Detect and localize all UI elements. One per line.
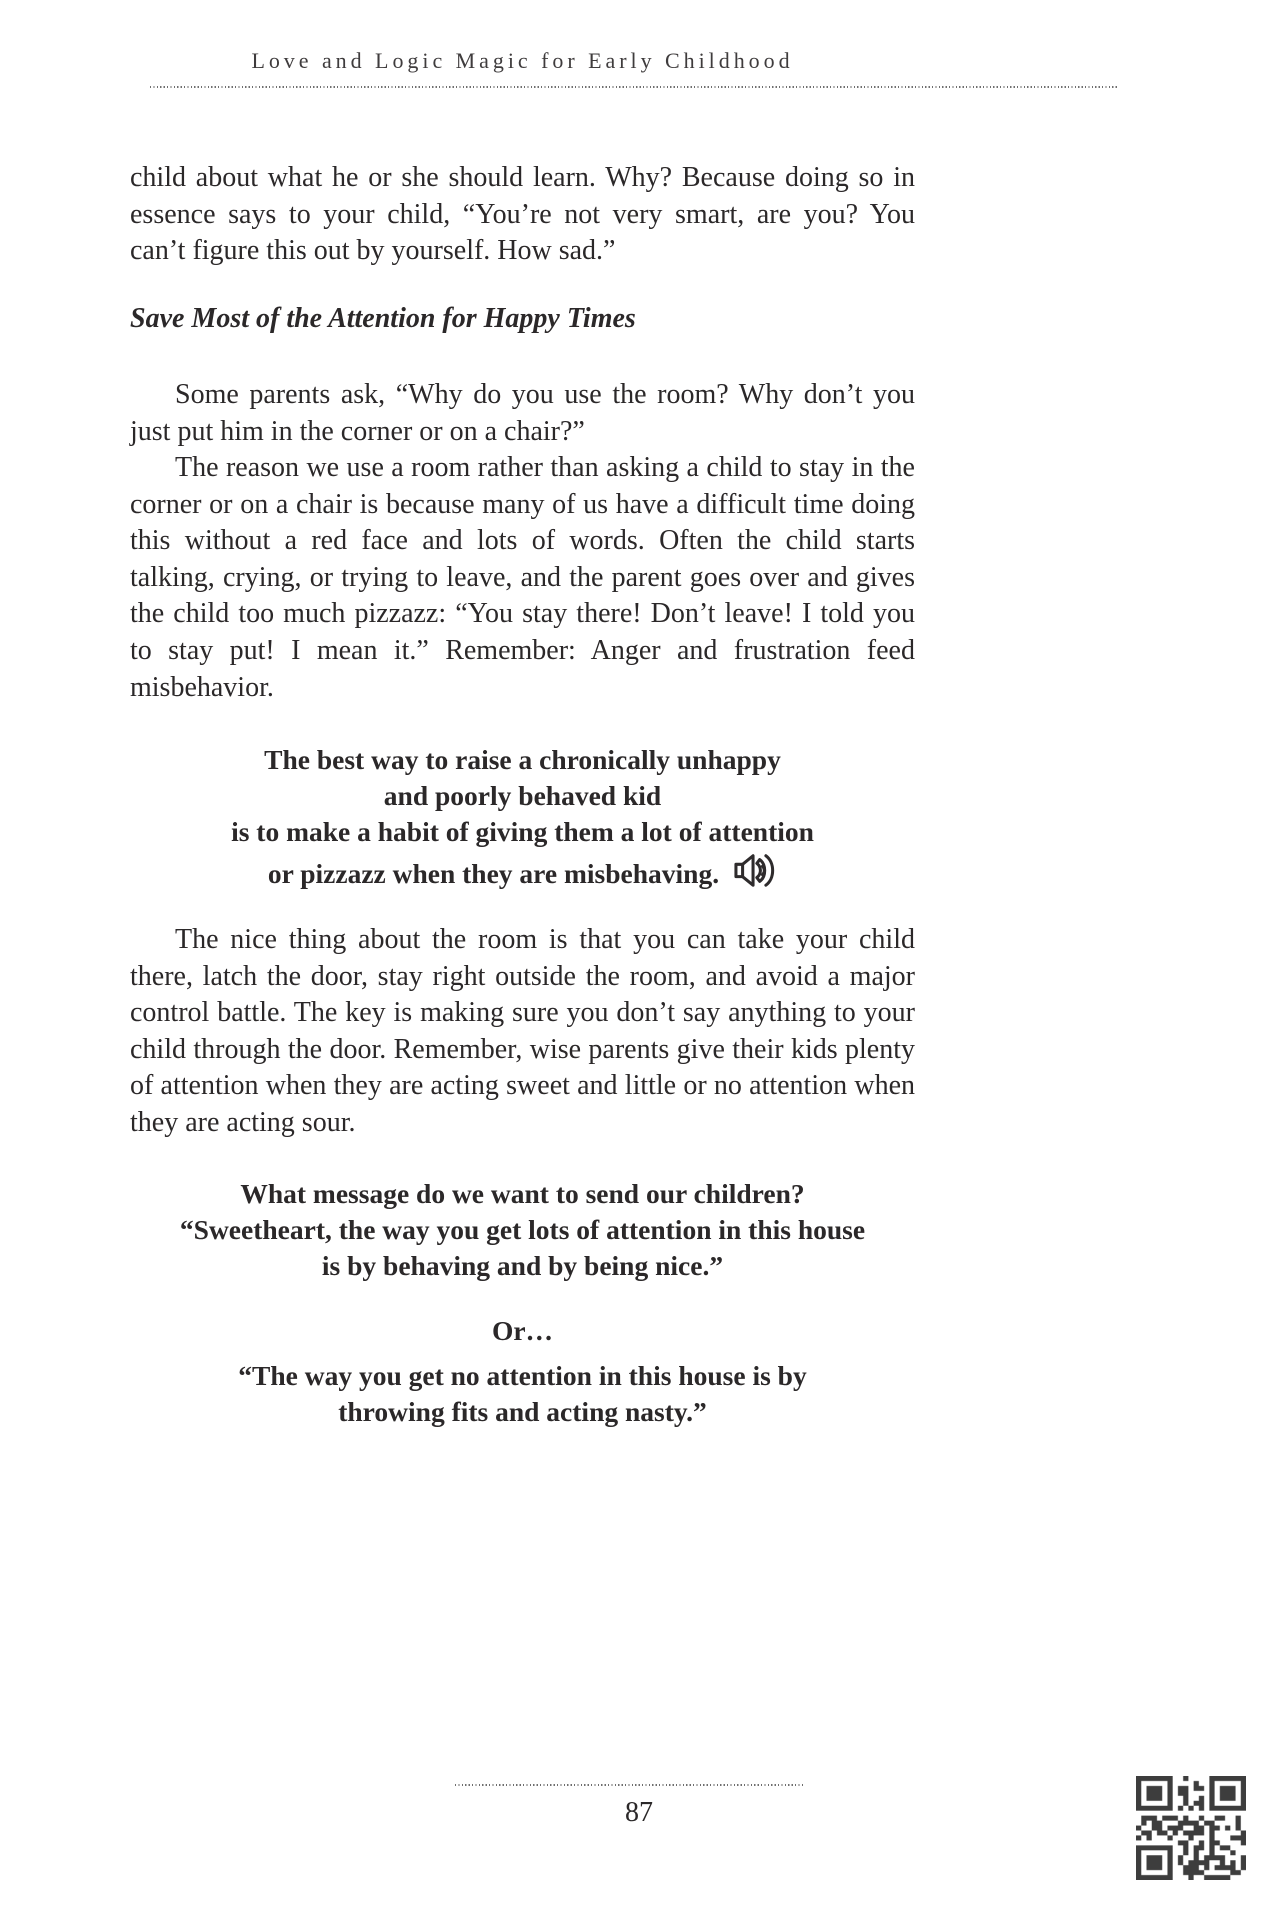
- qr-code: [1136, 1776, 1246, 1880]
- pull-quote: [130, 1176, 915, 1285]
- pull-quote-line: The best way to raise a chronically unhappy: [264, 744, 781, 775]
- running-header-title: Love and Logic Magic for Early Childhood: [251, 48, 794, 73]
- pull-quote: [130, 1358, 915, 1430]
- or-separator: Or…: [491, 1315, 554, 1346]
- pull-quote-line-text: or pizzazz when they are misbehaving.: [267, 857, 720, 889]
- pull-quote-line: “Sweetheart, the way you get lots of attention in this house: [179, 1214, 866, 1246]
- speaker-audio-icon[interactable]: [731, 851, 777, 898]
- pull-quote: [130, 742, 915, 898]
- pull-quote-line: is by behaving and by being nice.”: [321, 1250, 724, 1282]
- footer-divider: [455, 1784, 803, 1786]
- pull-quote-line: is to make a habit of giving them a lot of attention: [231, 816, 814, 848]
- pull-quote-line: [130, 851, 915, 898]
- page-number: 87: [625, 1797, 653, 1828]
- paragraph: The reason we use a room rather than asking a child to stay in the corner or on a chair is because many of us have a difficult time doing this without a red face and lots of words. Often the child starts talking, crying, or trying to leave, and the parent goes over and gives the child too much pizzazz: “You stay there! Don’t leave! I told you to stay put! I mean it.” Remember: Anger and frustration feed misbehavior.: [130, 452, 915, 703]
- header-divider: [150, 86, 1118, 88]
- paragraph: The nice thing about the room is that you can take your child there, latch the door, stay right outside the room, and avoid a major control battle. The key is making sure you don’t say anything to your child through the door. Remember, wise parents give their kids plenty of attention when they are acting sweet and little or no attention when they are acting sour.: [130, 924, 915, 1138]
- pull-quote-line: and poorly behaved kid: [383, 780, 662, 812]
- pull-quote-line: “The way you get no attention in this house is by: [238, 1360, 807, 1391]
- paragraph: Some parents ask, “Why do you use the room? Why don’t you just put him in the corner or on a chair?”: [130, 379, 915, 447]
- pull-quote-line: What message do we want to send our children?: [240, 1178, 805, 1209]
- pull-quote-line: throwing fits and acting nasty.”: [338, 1396, 707, 1428]
- section-heading: Save Most of the Attention for Happy Times: [130, 303, 636, 334]
- paragraph-continued: child about what he or she should learn. Why? Because doing so in essence says to your child, “You’re not very smart, are you? You can’t figure this out by yourself. How sad.”: [130, 162, 915, 267]
